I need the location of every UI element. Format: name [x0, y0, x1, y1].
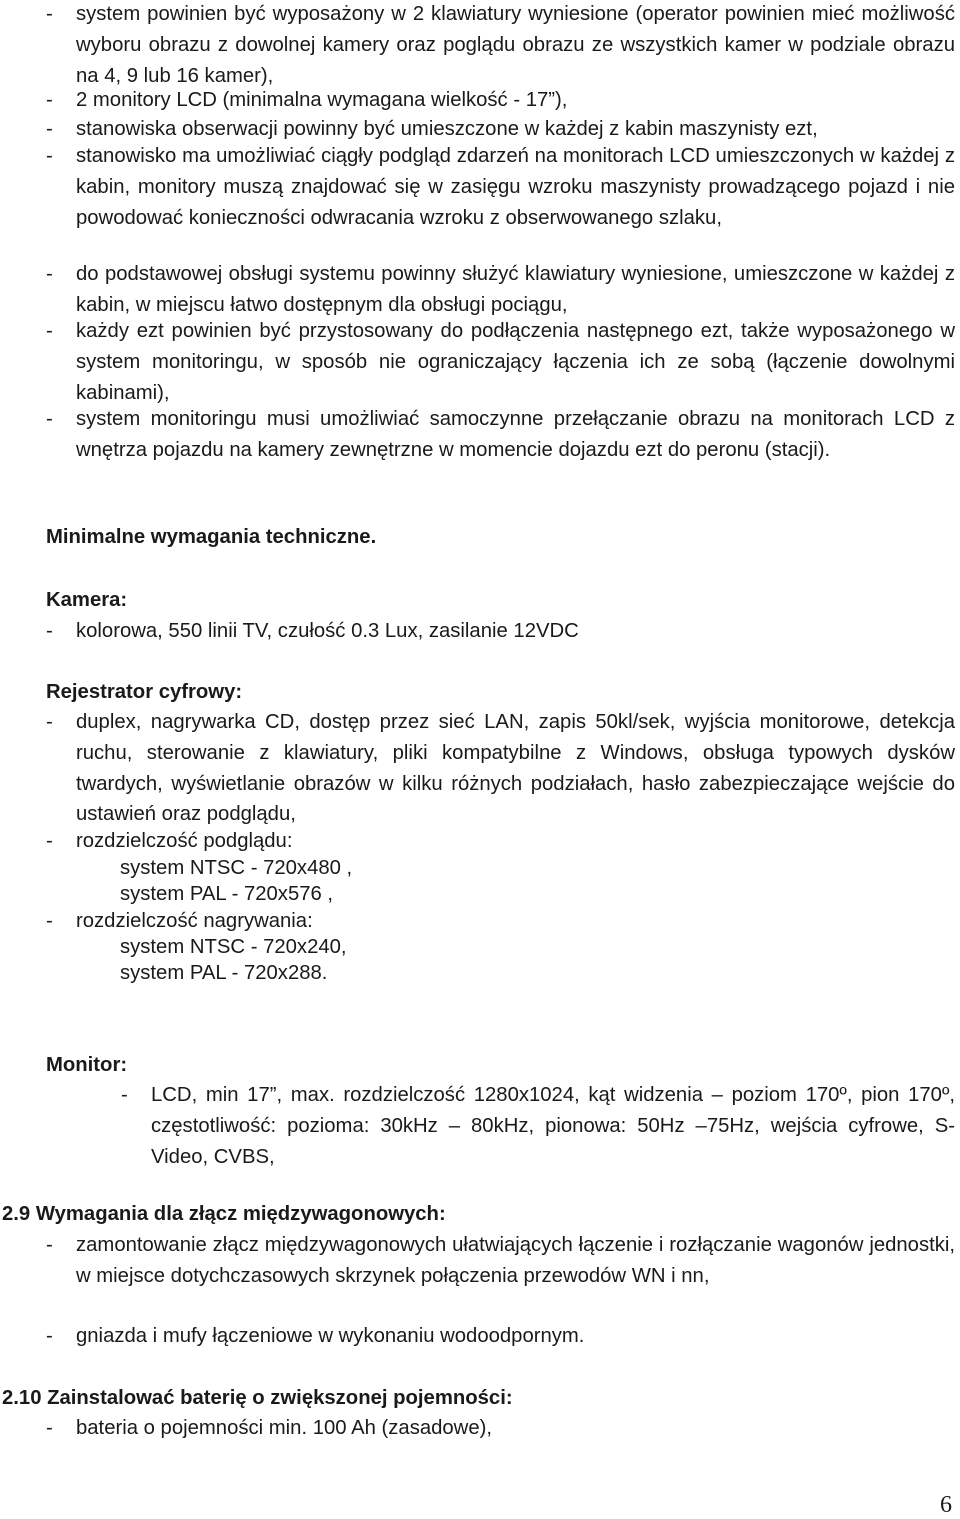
recorder-spec-item	[46, 707, 955, 830]
list-dash: -	[46, 1325, 53, 1347]
list-item-text: każdy ezt powinien być przystosowany do podłączenia następnego ezt, także wyposażonego w system monitoringu, w sposób nie ograniczający łączenia ich ze sobą (łączenie dowolnymi kabinami),	[76, 320, 955, 404]
list-dash: -	[46, 711, 53, 733]
list-item-text: system powinien być wyposażony w 2 klawiatury wyniesione (operator powinien mieć możliwość wyboru obrazu z dowolnej kamery oraz poglądu obrazu ze wszystkich kamer w podziale obrazu na 4, 9 lub 16 kamer),	[76, 3, 955, 87]
list-item-text: rozdzielczość nagrywania:	[76, 910, 313, 932]
list-dash: -	[46, 3, 53, 25]
page-number: 6	[940, 1492, 952, 1518]
list-dash: -	[46, 1417, 53, 1439]
list-item-text: kolorowa, 550 linii TV, czułość 0.3 Lux, zasilanie 12VDC	[76, 620, 579, 642]
list-dash: -	[46, 263, 53, 285]
list-item	[46, 85, 955, 116]
camera-spec-item	[46, 616, 955, 647]
list-item	[46, 1230, 955, 1292]
list-item-text: duplex, nagrywarka CD, dostęp przez sieć LAN, zapis 50kl/sek, wyjścia monitorowe, detekcja ruchu, sterowanie z klawiatury, pliki kompatybilne z Windows, obsługa typowych dysków twardych, wyświetlanie obrazów w kilku różnych podziałach, hasło zabezpieczające wejście do ustawień oraz podglądu,	[76, 711, 955, 826]
list-item-text: stanowiska obserwacji powinny być umieszczone w każdej z kabin maszynisty ezt,	[76, 118, 818, 140]
recorder-heading: Rejestrator cyfrowy:	[46, 681, 243, 703]
list-dash: -	[46, 1234, 53, 1256]
list-dash: -	[46, 910, 53, 932]
list-item	[46, 0, 955, 91]
section-heading-min-req: Minimalne wymagania techniczne.	[46, 526, 377, 548]
list-item-text: stanowisko ma umożliwiać ciągły podgląd zdarzeń na monitorach LCD umieszczonych w każdej z kabin, monitory muszą znajdować się w zasięgu wzroku maszynisty prowadzącego pojazd i nie powodować konieczności odwracania wzroku z obserwowanego szlaku,	[76, 145, 955, 229]
list-item	[46, 1413, 955, 1444]
list-item-text: rozdzielczość podglądu:	[76, 830, 293, 852]
monitor-heading: Monitor:	[46, 1054, 128, 1076]
list-dash: -	[46, 620, 53, 642]
section-heading-2-10: 2.10 Zainstalować baterię o zwiększonej pojemności:	[2, 1387, 513, 1409]
list-dash: -	[46, 408, 53, 430]
list-item-text: gniazda i mufy łączeniowe w wykonaniu wodoodpornym.	[76, 1325, 585, 1347]
list-item	[46, 141, 955, 233]
section-heading-2-9: 2.9 Wymagania dla złącz międzywagonowych:	[2, 1203, 446, 1225]
list-item	[46, 316, 955, 408]
resolution-line: system NTSC - 720x480 ,	[120, 857, 353, 879]
list-item-text: zamontowanie złącz międzywagonowych ułatwiających łączenie i rozłączanie wagonów jednostki, w miejsce dotychczasowych skrzynek połączenia przewodów WN i nn,	[76, 1234, 955, 1287]
list-dash: -	[46, 145, 53, 167]
list-item-text: 2 monitory LCD (minimalna wymagana wielkość - 17”),	[76, 89, 568, 111]
monitor-spec-item	[121, 1080, 955, 1172]
list-item	[46, 1321, 955, 1352]
resolution-line: system PAL - 720x576 ,	[120, 883, 334, 905]
list-item	[46, 259, 955, 321]
list-item-text: system monitoringu musi umożliwiać samoczynne przełączanie obrazu na monitorach LCD z wnętrza pojazdu na kamery zewnętrzne w momencie dojazdu ezt do peronu (stacji).	[76, 408, 955, 461]
list-dash: -	[46, 830, 53, 852]
resolution-line: system NTSC - 720x240,	[120, 936, 347, 958]
list-dash: -	[121, 1084, 128, 1106]
resolution-line: system PAL - 720x288.	[120, 962, 328, 984]
list-item-text: bateria o pojemności min. 100 Ah (zasadowe),	[76, 1417, 492, 1439]
list-dash: -	[46, 89, 53, 111]
list-item	[46, 404, 955, 466]
list-item-text: do podstawowej obsługi systemu powinny służyć klawiatury wyniesione, umieszczone w każdej z kabin, w miejscu łatwo dostępnym dla obsługi pociągu,	[76, 263, 955, 316]
list-item-text: LCD, min 17”, max. rozdzielczość 1280x1024, kąt widzenia – poziom 170º, pion 170º, częstotliwość: pozioma: 30kHz – 80kHz, pionowa: 50Hz –75Hz, wejścia cyfrowe, S-Video, CVBS,	[151, 1084, 955, 1168]
list-dash: -	[46, 118, 53, 140]
camera-heading: Kamera:	[46, 589, 128, 611]
list-dash: -	[46, 320, 53, 342]
